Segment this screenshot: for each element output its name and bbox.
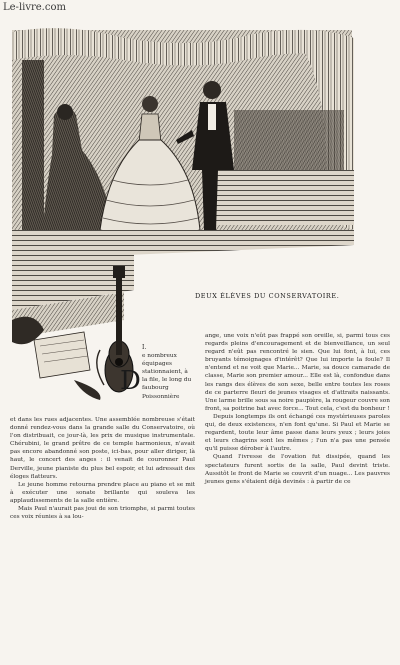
gentleman-head <box>203 81 221 99</box>
left-paragraph-3: Mais Paul n'aurait pas joui de son triomphe, si parmi toutes ces voix réunies à sa lou- <box>10 506 195 521</box>
opening-column <box>142 344 192 401</box>
right-paragraph-1: ange, une voix n'eût pas frappé son oreille, si, parmi tous ces regards pleins d'encouragement et de bienveillance, un seul regard n'eût pas rencontré le sien. Que lui font, à lui, ces bruyants témoignages d'intérêt? Que lui importe la foule? Il n'entend et ne voit que Marie... Marie, sa douce camarade de classe, Marie son premier amour... Elle est là, confondue dans les rangs des élèves de son sexe, belle entre toutes les roses de ce parterre fleuri de jeunes visages et d'attraits naissants. Une larme brille sous sa noire paupière, la rougeur couvre son front, sa poitrine bat avec force... Tout cela, c'est du bonheur ! <box>205 333 390 412</box>
sheet-music <box>34 332 90 378</box>
stage-rail <box>214 170 354 225</box>
young-woman-head <box>142 96 158 112</box>
drop-cap: D <box>120 366 141 396</box>
opening-lines: e nombreux équipages stationnaient, à la file, le long du faubourg Poissonnière <box>142 353 192 400</box>
right-paragraph-2: Depuis longtemps ils ont échangé ces mystérieuses paroles qui, de deux existences, n'en font qu'une. Si Paul et Marie se regardent, toute leur âme passe dans leurs yeux ; leurs joies et leurs chagrins sont les mêmes ; l'un n'a pas une pensée qu'il puisse dérober à l'autre. <box>205 413 390 453</box>
right-paragraph-3: Quand l'ivresse de l'ovation fut dissipée, quand les spectateurs furent sortis de la salle, Paul devint triste. Aussitôt le front de Marie se couvrit d'un nuage... Les pauvres jeunes gens s'étaient déjà devinés : à partir de ce <box>205 454 390 485</box>
left-column <box>10 416 195 521</box>
section-number: I. <box>142 344 147 351</box>
article-title: DEUX ÉLÈVES DU CONSERVATOIRE. <box>195 292 340 300</box>
right-column <box>205 332 390 486</box>
left-paragraph-1: et dans les rues adjacentes. Une assemblée nombreuse s'était donné rendez-vous dans la grande salle du Conservatoire, où l'on distribuait, ce jour-là, les prix de musique instrumentale. Chérubini, le grand prêtre de ce temple harmonieux, n'avait pas encore abandonné son poste, ici-bas, pour aller diriger, là haut, le concert des anges : il venait de couronner Paul Derville, jeune pianiste du plus bel espoir, et lui adressait des éloges flatteurs. <box>10 417 195 480</box>
watermark: Le-livre.com <box>3 2 66 13</box>
young-woman-bodice <box>139 114 161 142</box>
left-paragraph-2: Le jeune homme retourna prendre place au piano et se mit à exécuter une sonate brillante qui souleva les applaudissements de la salle entière. <box>10 481 195 504</box>
